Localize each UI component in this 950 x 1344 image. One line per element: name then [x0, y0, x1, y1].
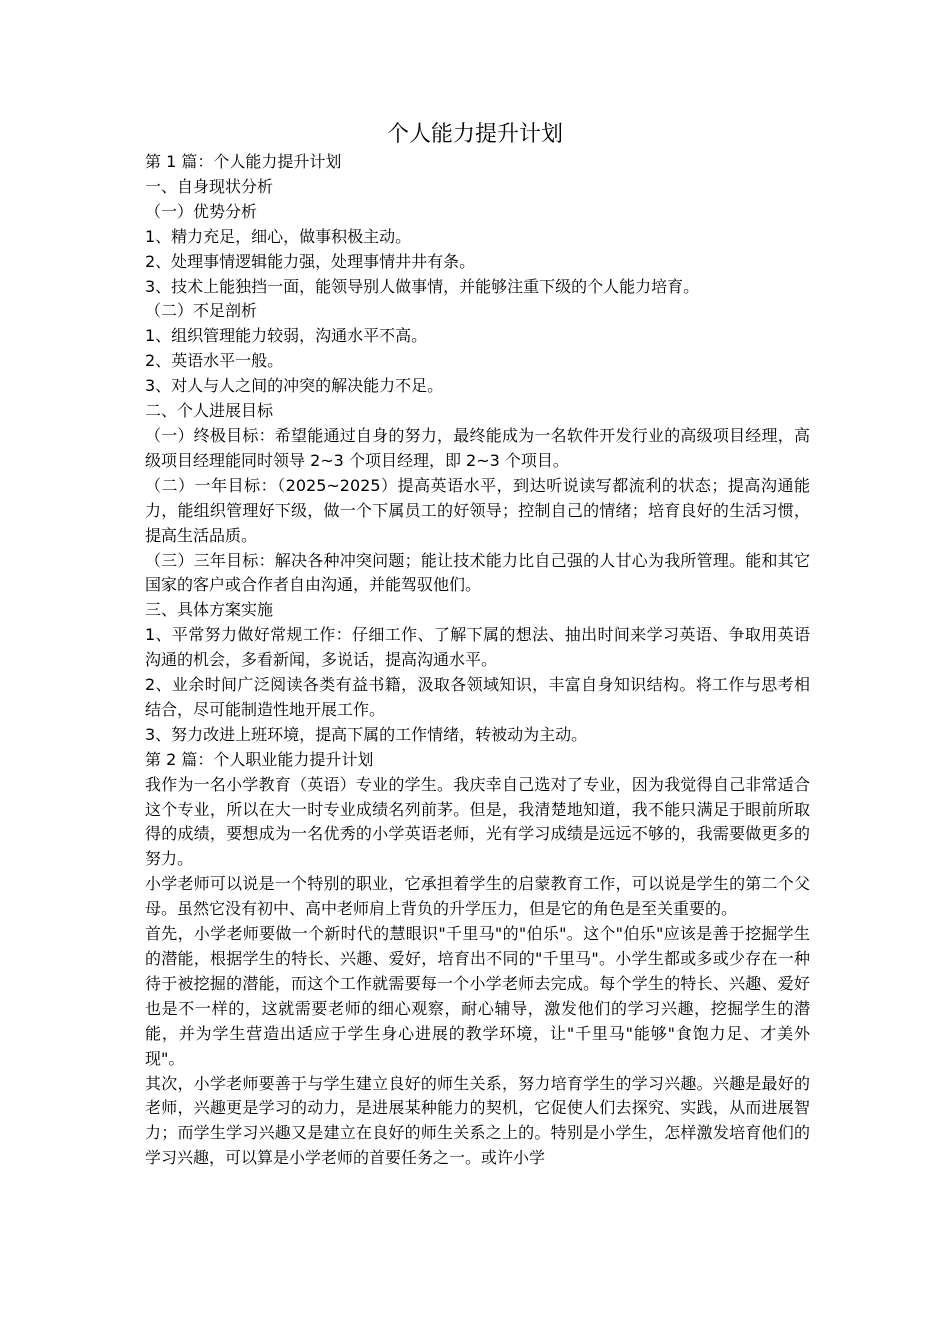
document-title: 个人能力提升计划	[386, 122, 563, 147]
paragraph: 其次，小学老师要善于与学生建立良好的师生关系，努力培育学生的学习兴趣。兴趣是最好的老师，兴趣更是学习的动力，是进展某种能力的契机，它促使人们去探究、实践，从而进展智力；而学生学习兴趣又是建立在良好的师生关系之上的。特别是小学生，怎样激发培育他们的学习兴趣，可以算是小学老师的首要任务之一。或许小学	[145, 1073, 810, 1168]
document-body	[145, 150, 810, 1171]
paragraph: （一）优势分析	[145, 201, 258, 221]
paragraph: 1、精力充足，细心，做事积极主动。	[145, 226, 412, 246]
paragraph: 二、个人进展目标	[145, 401, 274, 421]
paragraph: 三、具体方案实施	[145, 600, 274, 620]
paragraph: 3、技术上能独挡一面，能领导别人做事情，并能够注重下级的个人能力培育。	[145, 276, 700, 296]
paragraph: 第 1 篇：个人能力提升计划	[145, 152, 342, 171]
paragraph: （二）不足剖析	[145, 301, 258, 321]
paragraph: 2、英语水平一般。	[145, 351, 284, 371]
paragraph: 小学老师可以说是一个特别的职业，它承担着学生的启蒙教育工作，可以说是学生的第二个父母。虽然它没有初中、高中老师肩上背负的升学压力，但是它的角色是至关重要的。	[145, 874, 810, 919]
paragraph: 1、组织管理能力较弱，沟通水平不高。	[145, 326, 428, 346]
paragraph: （一）终极目标：希望能通过自身的努力，最终能成为一名软件开发行业的高级项目经理，高级项目经理能同时领导 2~3 个项目经理，即 2~3 个项目。	[145, 425, 810, 470]
paragraph: 2、处理事情逻辑能力强，处理事情井井有条。	[145, 251, 476, 271]
paragraph: 一、自身现状分析	[145, 176, 274, 196]
paragraph: 3、对人与人之间的冲突的解决能力不足。	[145, 376, 444, 396]
paragraph: 首先，小学老师要做一个新时代的慧眼识"千里马"的"伯乐"。这个"伯乐"应该是善于挖掘学生的潜能，根据学生的特长、兴趣、爱好，培育出不同的"千里马"。小学生都或多或少存在一种待于被挖掘的潜能，而这个工作就需要每一个小学老师去完成。每个学生的特长、兴趣、爱好也是不一样的，这就需要老师的细心观察，耐心辅导，激发他们的学习兴趣，挖掘学生的潜能，并为学生营造出适应于学生身心进展的教学环境，让"千里马"能够"食饱力足、才美外现"。	[145, 924, 810, 1068]
paragraph: 第 2 篇：个人职业能力提升计划	[145, 749, 374, 769]
paragraph: 我作为一名小学教育（英语）专业的学生。我庆幸自己选对了专业，因为我觉得自己非常适合这个专业，所以在大一时专业成绩名列前茅。但是，我清楚地知道，我不能只满足于眼前所取得的成绩，要想成为一名优秀的小学英语老师，光有学习成绩是远远不够的，我需要做更多的努力。	[145, 774, 810, 869]
paragraph: （二）一年目标：（2025~2025）提高英语水平，到达听说读写都流利的状态；提高沟通能力，能组织管理好下级，做一个下属员工的好领导；控制自己的情绪；培育良好的生活习惯，提高生活品质。	[145, 475, 810, 545]
paragraph: 1、平常努力做好常规工作：仔细工作、了解下属的想法、抽出时间来学习英语、争取用英语沟通的机会，多看新闻，多说话，提高沟通水平。	[145, 625, 810, 670]
paragraph: （三）三年目标：解决各种冲突问题；能让技术能力比自己强的人甘心为我所管理。能和其它国家的客户或合作者自由沟通，并能驾驭他们。	[145, 550, 810, 595]
paragraph: 3、努力改进上班环境，提高下属的工作情绪，转被动为主动。	[145, 724, 588, 744]
paragraph: 2、业余时间广泛阅读各类有益书籍，汲取各领域知识，丰富自身知识结构。将工作与思考相结合，尽可能制造性地开展工作。	[145, 675, 810, 719]
